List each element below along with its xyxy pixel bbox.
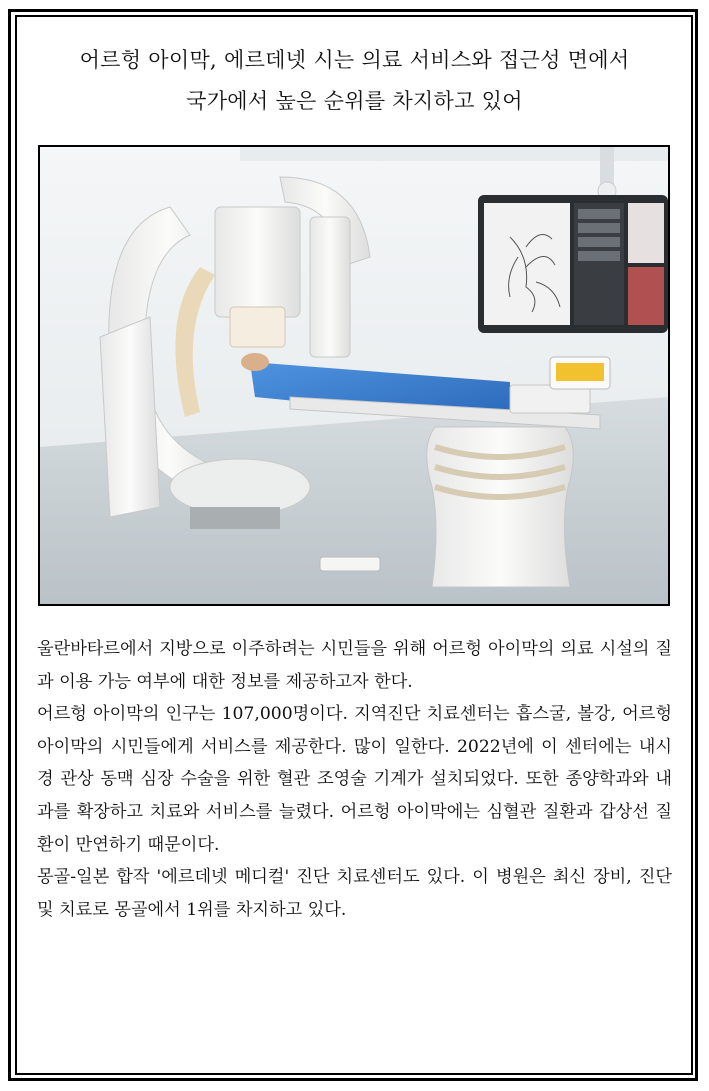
article-body (37, 633, 672, 926)
article-photo (38, 145, 670, 606)
paragraph-2: 어르헝 아이막의 인구는 107,000명이다. 지역진단 치료센터는 흡스굴, 볼강, 어르헝 아이막의 시민들에게 서비스를 제공한다. 많이 일한다. 2022년에 이 센터에는 내시경 관상 동맥 심장 수술을 위한 혈관 조영술 기계가 설치되었다. 또한 종양학과와 내과를 확장하고 치료와 서비스를 늘렸다. 어르헝 아이막에는 심혈관 질환과 갑상선 질환이 만연하기 때문이다. (37, 704, 672, 855)
title-line-1: 어르헝 아이막, 에르데넷 시는 의료 서비스와 접근성 면에서 (79, 48, 630, 72)
angiography-machine-illustration (40, 147, 668, 604)
title-line-2: 국가에서 높은 순위를 차지하고 있어 (186, 89, 523, 113)
paragraph-1: 울란바타르에서 지방으로 이주하려는 시민들을 위해 어르헝 아이막의 의료 시설의 질과 이용 가능 여부에 대한 정보를 제공하고자 한다. (37, 639, 672, 692)
paragraph-3: 몽골-일본 합작 '에르데넷 메디컬' 진단 치료센터도 있다. 이 병원은 최신 장비, 진단 및 치료로 몽골에서 1위를 차지하고 있다. (37, 867, 672, 920)
article-title (30, 40, 679, 122)
